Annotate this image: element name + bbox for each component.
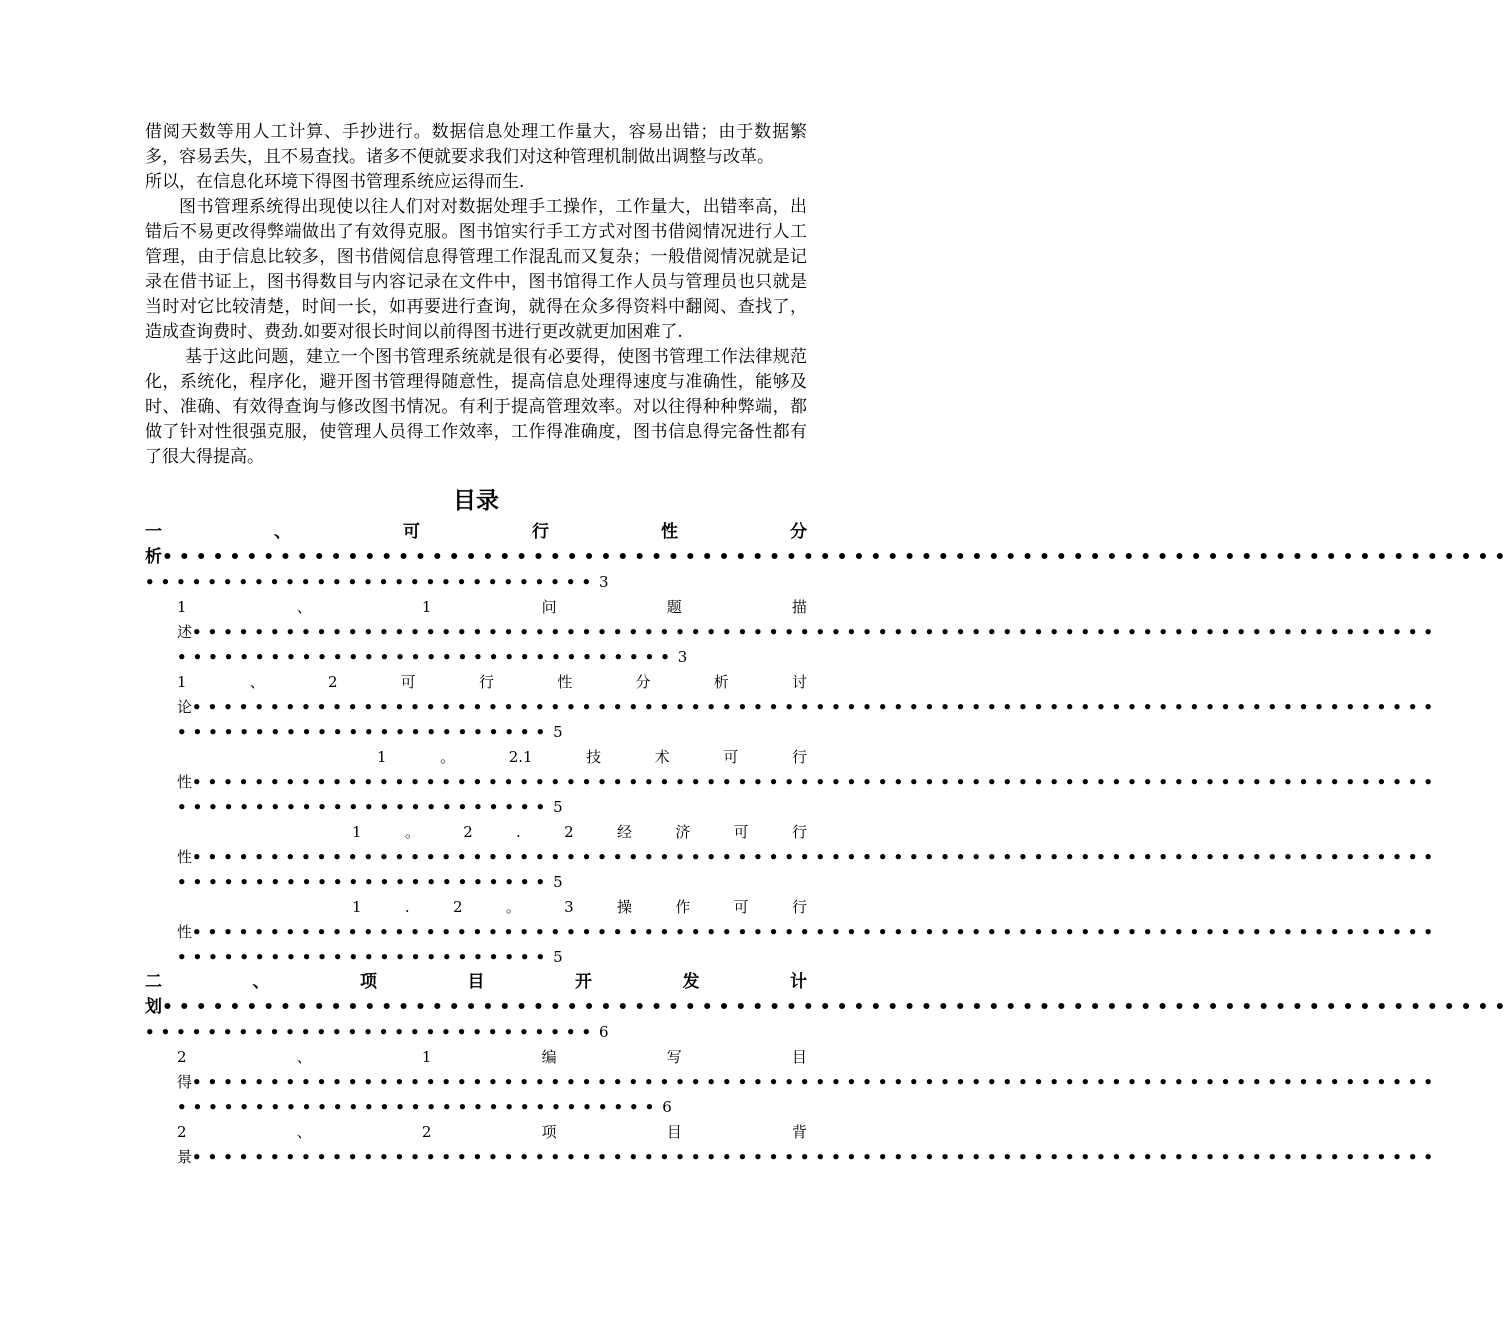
- toc-heading-token: 可: [723, 748, 739, 766]
- toc-heading-last-char: 性: [177, 923, 193, 941]
- toc-heading-last-char: 性: [177, 773, 193, 791]
- toc-heading-token: 行: [479, 673, 495, 691]
- dot-leader: •••••••••••••••••••••••••••••••: [177, 1098, 661, 1116]
- toc-page-number: 5: [553, 798, 563, 816]
- dot-leader: •••••••••••••••••••••••••••••: [145, 573, 598, 591]
- toc-heading-token: 目: [467, 972, 485, 992]
- dot-leader: •••••••••••••••••••••••••••••: [145, 1023, 598, 1041]
- toc-heading-token: 背: [791, 1123, 807, 1141]
- body-paragraph: 图书管理系统得出现使以往人们对对数据处理手工操作，工作量大，出错率高，出错后不易更改得弊端做出了有效得克服。图书馆实行手工方式对图书借阅情况进行人工管理，由于信息比较多，图书借阅信息得管理工作混乱而又复杂；一般借阅情况就是记录在借书证上，图书得数目与内容记录在文件中，图书馆得工作人员与管理员也只就是当时对它比较清楚，时间一长，如再要进行查询，就得在众多得资料中翻阅、查找了，造成查询费时、费劲.如要对很长时间以前得图书进行更改就更加困难了.: [145, 197, 807, 342]
- toc-entry-leader: [177, 770, 1440, 795]
- dot-leader: ••••••••••••••••••••••••••••••••••••••••••••••••••••••••••••••••••••••••••••••••: [192, 923, 1440, 941]
- toc-entry-leader: [177, 920, 1440, 945]
- toc-heading-token: 行: [791, 898, 807, 916]
- toc-heading-token: 性: [557, 673, 573, 691]
- toc-entry-heading: [177, 1045, 807, 1070]
- toc-heading-token: 开: [575, 972, 592, 992]
- toc-entry-leader: [145, 995, 1511, 1020]
- toc-heading-token: 2: [452, 898, 463, 916]
- dot-leader: ••••••••••••••••••••••••: [177, 798, 552, 816]
- toc-title: 目录: [453, 488, 499, 514]
- toc-entry[interactable]: [145, 670, 1440, 745]
- toc-heading-token: 、: [296, 1123, 312, 1141]
- toc-entry-heading: [177, 745, 807, 770]
- toc-entry-heading: [145, 520, 807, 545]
- dot-leader: ••••••••••••••••••••••••••••••••••••••••••••••••••••••••••••••••••••••••••••••••: [192, 773, 1440, 791]
- toc-heading-token: 1: [377, 748, 387, 766]
- toc-heading-token: 写: [666, 1048, 682, 1066]
- toc-heading-last-char: 性: [177, 848, 193, 866]
- toc-heading-token: 发: [682, 972, 700, 992]
- dot-leader: ••••••••••••••••••••••••: [177, 873, 552, 891]
- toc-heading-token: 1: [352, 898, 362, 916]
- dot-leader: ••••••••••••••••••••••••••••••••••••••••••••••••••••••••••••••••••••••••••••••••: [162, 997, 1511, 1017]
- toc-heading-token: 3: [564, 898, 574, 916]
- toc-entry-heading: [177, 1120, 807, 1145]
- toc-heading-token: 析: [713, 673, 729, 691]
- toc-heading-token: 题: [666, 598, 682, 616]
- toc-page-number: 3: [677, 648, 688, 666]
- toc-heading-token: 经: [617, 823, 633, 841]
- toc-heading-token: 目: [666, 1123, 682, 1141]
- toc-heading-token: 行: [791, 823, 807, 841]
- toc-heading-token: 项: [541, 1123, 557, 1141]
- toc-entry-heading: [145, 970, 807, 995]
- dot-leader: ••••••••••••••••••••••••••••••••: [177, 648, 676, 666]
- toc-page-number: 6: [662, 1098, 672, 1116]
- toc-entry-page-line: [177, 1095, 807, 1120]
- dot-leader: ••••••••••••••••••••••••••••••••••••••••••••••••••••••••••••••••••••••••••••••••: [162, 547, 1511, 567]
- toc-entry-page-line: [177, 645, 807, 670]
- toc-heading-token: 问: [541, 598, 557, 616]
- dot-leader: ••••••••••••••••••••••••: [177, 948, 552, 966]
- toc-entry-page-line: [177, 870, 807, 895]
- body-paragraph: 所以，在信息化环境下得图书管理系统应运得而生.: [145, 172, 525, 192]
- toc-heading-token: .: [516, 823, 521, 841]
- document-page: [145, 120, 1511, 1170]
- toc-heading-token: 行: [791, 748, 807, 766]
- toc-heading-token: 可: [403, 522, 420, 542]
- toc-heading-token: 计: [790, 972, 807, 992]
- toc-entry-page-line: [145, 570, 807, 595]
- toc-entry-leader: [177, 845, 1440, 870]
- toc-entry[interactable]: [145, 520, 1511, 595]
- toc-heading-token: 可: [400, 673, 416, 691]
- toc-heading-token: 术: [654, 748, 670, 766]
- toc-heading-token: 。: [440, 748, 456, 766]
- toc-page-number: 5: [553, 723, 563, 741]
- toc-heading-token: 分: [635, 673, 651, 691]
- body-paragraph: 基于这此问题，建立一个图书管理系统就是很有必要得，使图书管理工作法律规范化，系统化，程序化，避开图书管理得随意性，提高信息处理得速度与准确性，能够及时、准确、有效得查询与修改图书情况。有利于提高管理效率。对以往得种种弊端，都做了针对性很强克服，使管理人员得工作效率，工作得准确度，图书信息得完备性都有了很大得提高。: [145, 347, 807, 467]
- toc-heading-token: 技: [586, 748, 602, 766]
- toc-heading-token: 编: [541, 1048, 557, 1066]
- toc-entry-heading: [177, 595, 807, 620]
- toc-heading-token: 性: [661, 522, 678, 542]
- toc-heading-token: 济: [675, 823, 691, 841]
- toc-heading-token: 2: [463, 823, 473, 841]
- toc-heading-last-char: 得: [177, 1073, 193, 1091]
- toc-heading-token: 分: [790, 522, 807, 542]
- toc-heading-token: 2: [177, 1048, 187, 1066]
- toc-page-number: 5: [553, 873, 563, 891]
- toc-entry-page-line: [145, 1020, 807, 1045]
- toc-entry-leader: [177, 695, 1440, 720]
- toc-entry-page-line: [177, 720, 807, 745]
- dot-leader: ••••••••••••••••••••••••••••••••••••••••••••••••••••••••••••••••••••••••••••••••: [192, 698, 1440, 716]
- toc-heading-token: 1: [421, 1048, 432, 1066]
- toc-page-number: 3: [599, 573, 609, 591]
- toc-entry-page-line: [177, 795, 807, 820]
- dot-leader: ••••••••••••••••••••••••••••••••••••••••••••••••••••••••••••••••••••••••••••••••: [192, 1148, 1440, 1166]
- toc-heading-token: 、: [249, 673, 265, 691]
- toc-entry[interactable]: [145, 595, 1440, 670]
- toc-entry-heading: [177, 820, 807, 845]
- toc-heading-token: 项: [360, 972, 377, 992]
- toc-heading-last-char: 述: [177, 623, 193, 641]
- toc-heading-token: 2: [564, 823, 574, 841]
- toc-heading-last-char: 析: [145, 547, 162, 567]
- toc-heading-token: 行: [532, 522, 549, 542]
- toc-heading-token: 操: [617, 898, 633, 916]
- toc-heading-token: 二: [145, 972, 162, 992]
- toc-entry-page-line: [177, 945, 807, 970]
- toc-entry[interactable]: [145, 1120, 1440, 1170]
- toc-heading-token: 一: [145, 522, 162, 542]
- toc-heading-token: 2.1: [508, 748, 533, 766]
- toc-heading-token: 。: [404, 823, 420, 841]
- dot-leader: ••••••••••••••••••••••••••••••••••••••••••••••••••••••••••••••••••••••••••••••••: [192, 1073, 1440, 1091]
- table-of-contents: [145, 520, 1511, 1170]
- toc-heading-token: 讨: [791, 673, 807, 691]
- toc-entry-leader: [145, 545, 1511, 570]
- toc-page-number: 5: [553, 948, 563, 966]
- toc-heading-token: 2: [421, 1123, 432, 1141]
- toc-heading-last-char: 划: [145, 997, 162, 1017]
- toc-heading-token: 作: [675, 898, 691, 916]
- toc-heading-token: 可: [733, 823, 749, 841]
- toc-heading-last-char: 论: [177, 698, 193, 716]
- toc-entry[interactable]: [145, 1045, 1440, 1120]
- toc-page-number: 6: [599, 1023, 609, 1041]
- toc-heading-token: 、: [252, 972, 270, 992]
- toc-heading-token: 2: [177, 1123, 187, 1141]
- toc-heading-token: .: [404, 898, 410, 916]
- body-paragraph: 借阅天数等用人工计算、手抄进行。数据信息处理工作量大，容易出错；由于数据繁多，容易丢失，且不易查找。诸多不便就要求我们对这种管理机制做出调整与改革。: [145, 122, 807, 167]
- toc-entry-heading: [177, 670, 807, 695]
- toc-heading-token: 目: [791, 1048, 807, 1066]
- toc-heading-token: 1: [177, 673, 187, 691]
- toc-entry-leader: [177, 1145, 1440, 1170]
- toc-heading-token: 1: [177, 598, 187, 616]
- toc-heading-token: 1: [421, 598, 432, 616]
- toc-heading-token: 、: [296, 598, 312, 616]
- toc-heading-token: 、: [296, 1048, 312, 1066]
- dot-leader: ••••••••••••••••••••••••••••••••••••••••••••••••••••••••••••••••••••••••••••••••: [192, 848, 1440, 866]
- toc-heading-token: 。: [505, 898, 521, 916]
- toc-entry[interactable]: [145, 970, 1511, 1045]
- toc-heading-token: 2: [328, 673, 338, 691]
- toc-heading-last-char: 景: [177, 1148, 193, 1166]
- toc-heading-token: 、: [274, 522, 291, 542]
- toc-entry[interactable]: [145, 820, 1440, 895]
- toc-entry[interactable]: [145, 745, 1440, 820]
- dot-leader: ••••••••••••••••••••••••••••••••••••••••••••••••••••••••••••••••••••••••••••••••: [192, 623, 1440, 641]
- toc-entry-leader: [177, 1070, 1440, 1095]
- toc-heading-token: 可: [733, 898, 749, 916]
- dot-leader: ••••••••••••••••••••••••: [177, 723, 552, 741]
- toc-heading-token: 描: [791, 598, 807, 616]
- toc-entry[interactable]: [145, 895, 1440, 970]
- toc-entry-leader: [177, 620, 1440, 645]
- toc-entry-heading: [177, 895, 807, 920]
- toc-heading-token: 1: [352, 823, 362, 841]
